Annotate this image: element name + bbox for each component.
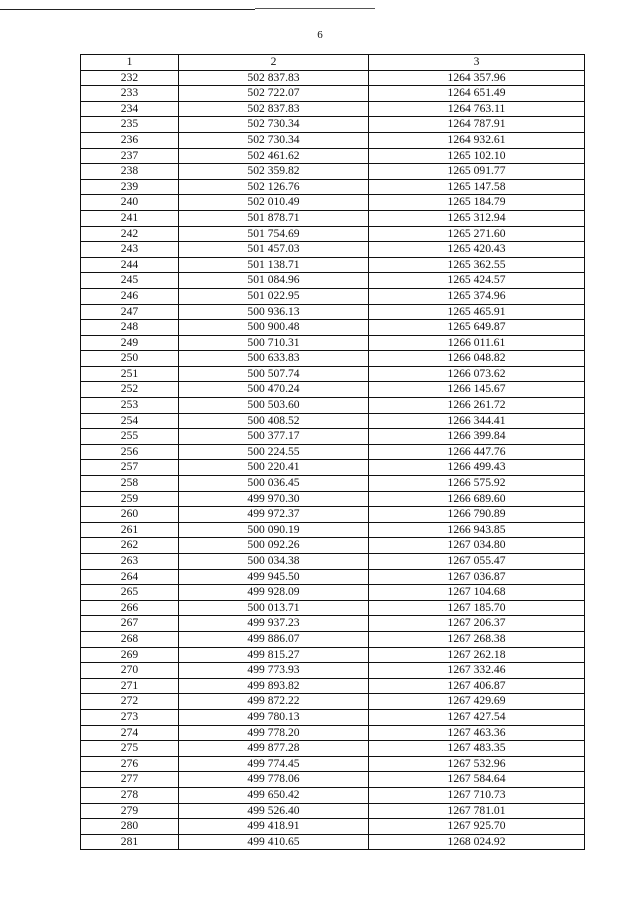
point-number-cell: 247 bbox=[81, 304, 179, 320]
point-number-cell: 253 bbox=[81, 398, 179, 414]
table-row bbox=[81, 709, 585, 725]
table-row bbox=[81, 148, 585, 164]
y-coordinate-cell: 1265 465.91 bbox=[369, 304, 585, 320]
table-row bbox=[81, 787, 585, 803]
y-coordinate-cell: 1265 420.43 bbox=[369, 242, 585, 258]
table-row bbox=[81, 257, 585, 273]
table-row bbox=[81, 429, 585, 445]
x-coordinate-cell: 502 837.83 bbox=[179, 70, 369, 86]
point-number-cell: 259 bbox=[81, 491, 179, 507]
column-header-2: 2 bbox=[179, 55, 369, 71]
x-coordinate-cell: 499 937.23 bbox=[179, 616, 369, 632]
point-number-cell: 265 bbox=[81, 585, 179, 601]
table-row bbox=[81, 772, 585, 788]
table-row bbox=[81, 273, 585, 289]
point-number-cell: 267 bbox=[81, 616, 179, 632]
table-row bbox=[81, 70, 585, 86]
x-coordinate-cell: 500 090.19 bbox=[179, 522, 369, 538]
point-number-cell: 270 bbox=[81, 663, 179, 679]
y-coordinate-cell: 1267 332.46 bbox=[369, 663, 585, 679]
y-coordinate-cell: 1267 104.68 bbox=[369, 585, 585, 601]
x-coordinate-cell: 500 470.24 bbox=[179, 382, 369, 398]
y-coordinate-cell: 1266 575.92 bbox=[369, 476, 585, 492]
x-coordinate-cell: 499 877.28 bbox=[179, 741, 369, 757]
x-coordinate-cell: 499 972.37 bbox=[179, 507, 369, 523]
y-coordinate-cell: 1266 145.67 bbox=[369, 382, 585, 398]
y-coordinate-cell: 1267 532.96 bbox=[369, 756, 585, 772]
table-row bbox=[81, 288, 585, 304]
point-number-cell: 275 bbox=[81, 741, 179, 757]
y-coordinate-cell: 1266 499.43 bbox=[369, 460, 585, 476]
point-number-cell: 268 bbox=[81, 631, 179, 647]
point-number-cell: 261 bbox=[81, 522, 179, 538]
point-number-cell: 236 bbox=[81, 132, 179, 148]
table-row bbox=[81, 741, 585, 757]
y-coordinate-cell: 1266 689.60 bbox=[369, 491, 585, 507]
x-coordinate-cell: 501 138.71 bbox=[179, 257, 369, 273]
table-body bbox=[81, 70, 585, 850]
point-number-cell: 264 bbox=[81, 569, 179, 585]
table-row bbox=[81, 164, 585, 180]
point-number-cell: 248 bbox=[81, 320, 179, 336]
point-number-cell: 239 bbox=[81, 179, 179, 195]
point-number-cell: 237 bbox=[81, 148, 179, 164]
x-coordinate-cell: 501 754.69 bbox=[179, 226, 369, 242]
table-row bbox=[81, 366, 585, 382]
point-number-cell: 274 bbox=[81, 725, 179, 741]
point-number-cell: 254 bbox=[81, 413, 179, 429]
x-coordinate-cell: 500 507.74 bbox=[179, 366, 369, 382]
point-number-cell: 257 bbox=[81, 460, 179, 476]
x-coordinate-cell: 500 224.55 bbox=[179, 444, 369, 460]
table-row bbox=[81, 678, 585, 694]
table-row bbox=[81, 522, 585, 538]
point-number-cell: 279 bbox=[81, 803, 179, 819]
x-coordinate-cell: 499 928.09 bbox=[179, 585, 369, 601]
x-coordinate-cell: 499 650.42 bbox=[179, 787, 369, 803]
table-row bbox=[81, 335, 585, 351]
table-row bbox=[81, 242, 585, 258]
table-row bbox=[81, 491, 585, 507]
x-coordinate-cell: 499 872.22 bbox=[179, 694, 369, 710]
table-row bbox=[81, 554, 585, 570]
point-number-cell: 255 bbox=[81, 429, 179, 445]
page-number: 6 bbox=[317, 29, 323, 41]
x-coordinate-cell: 499 418.91 bbox=[179, 819, 369, 835]
y-coordinate-cell: 1266 344.41 bbox=[369, 413, 585, 429]
table-row bbox=[81, 803, 585, 819]
x-coordinate-cell: 499 815.27 bbox=[179, 647, 369, 663]
column-header-1: 1 bbox=[81, 55, 179, 71]
x-coordinate-cell: 502 359.82 bbox=[179, 164, 369, 180]
table-header-row bbox=[81, 55, 585, 71]
point-number-cell: 281 bbox=[81, 834, 179, 850]
y-coordinate-cell: 1265 091.77 bbox=[369, 164, 585, 180]
point-number-cell: 263 bbox=[81, 554, 179, 570]
table-row bbox=[81, 226, 585, 242]
point-number-cell: 258 bbox=[81, 476, 179, 492]
table-row bbox=[81, 320, 585, 336]
y-coordinate-cell: 1267 206.37 bbox=[369, 616, 585, 632]
y-coordinate-cell: 1267 055.47 bbox=[369, 554, 585, 570]
table-row bbox=[81, 725, 585, 741]
table-row bbox=[81, 351, 585, 367]
y-coordinate-cell: 1265 271.60 bbox=[369, 226, 585, 242]
y-coordinate-cell: 1264 357.96 bbox=[369, 70, 585, 86]
x-coordinate-cell: 499 970.30 bbox=[179, 491, 369, 507]
y-coordinate-cell: 1266 447.76 bbox=[369, 444, 585, 460]
y-coordinate-cell: 1266 790.89 bbox=[369, 507, 585, 523]
y-coordinate-cell: 1265 312.94 bbox=[369, 210, 585, 226]
table-row bbox=[81, 304, 585, 320]
table-row bbox=[81, 631, 585, 647]
x-coordinate-cell: 499 780.13 bbox=[179, 709, 369, 725]
table-row bbox=[81, 382, 585, 398]
x-coordinate-cell: 502 837.83 bbox=[179, 101, 369, 117]
point-number-cell: 277 bbox=[81, 772, 179, 788]
y-coordinate-cell: 1265 102.10 bbox=[369, 148, 585, 164]
y-coordinate-cell: 1264 651.49 bbox=[369, 86, 585, 102]
x-coordinate-cell: 500 936.13 bbox=[179, 304, 369, 320]
x-coordinate-cell: 501 457.03 bbox=[179, 242, 369, 258]
table-row bbox=[81, 600, 585, 616]
point-number-cell: 250 bbox=[81, 351, 179, 367]
y-coordinate-cell: 1267 781.01 bbox=[369, 803, 585, 819]
table-row bbox=[81, 819, 585, 835]
table-row bbox=[81, 476, 585, 492]
x-coordinate-cell: 502 461.62 bbox=[179, 148, 369, 164]
y-coordinate-cell: 1265 649.87 bbox=[369, 320, 585, 336]
point-number-cell: 234 bbox=[81, 101, 179, 117]
y-coordinate-cell: 1267 262.18 bbox=[369, 647, 585, 663]
column-header-3: 3 bbox=[369, 55, 585, 71]
table-row bbox=[81, 413, 585, 429]
y-coordinate-cell: 1265 374.96 bbox=[369, 288, 585, 304]
table-row bbox=[81, 585, 585, 601]
y-coordinate-cell: 1264 787.91 bbox=[369, 117, 585, 133]
y-coordinate-cell: 1267 710.73 bbox=[369, 787, 585, 803]
point-number-cell: 240 bbox=[81, 195, 179, 211]
point-number-cell: 235 bbox=[81, 117, 179, 133]
y-coordinate-cell: 1266 011.61 bbox=[369, 335, 585, 351]
point-number-cell: 242 bbox=[81, 226, 179, 242]
x-coordinate-cell: 500 377.17 bbox=[179, 429, 369, 445]
x-coordinate-cell: 502 126.76 bbox=[179, 179, 369, 195]
x-coordinate-cell: 499 526.40 bbox=[179, 803, 369, 819]
table-row bbox=[81, 444, 585, 460]
table-row bbox=[81, 569, 585, 585]
y-coordinate-cell: 1267 185.70 bbox=[369, 600, 585, 616]
x-coordinate-cell: 500 220.41 bbox=[179, 460, 369, 476]
y-coordinate-cell: 1267 034.80 bbox=[369, 538, 585, 554]
table-row bbox=[81, 663, 585, 679]
y-coordinate-cell: 1267 429.69 bbox=[369, 694, 585, 710]
point-number-cell: 241 bbox=[81, 210, 179, 226]
x-coordinate-cell: 501 084.96 bbox=[179, 273, 369, 289]
point-number-cell: 246 bbox=[81, 288, 179, 304]
table-row bbox=[81, 117, 585, 133]
point-number-cell: 243 bbox=[81, 242, 179, 258]
point-number-cell: 269 bbox=[81, 647, 179, 663]
x-coordinate-cell: 499 893.82 bbox=[179, 678, 369, 694]
table-row bbox=[81, 507, 585, 523]
x-coordinate-cell: 500 900.48 bbox=[179, 320, 369, 336]
x-coordinate-cell: 500 092.26 bbox=[179, 538, 369, 554]
y-coordinate-cell: 1267 268.38 bbox=[369, 631, 585, 647]
table-row bbox=[81, 398, 585, 414]
y-coordinate-cell: 1266 943.85 bbox=[369, 522, 585, 538]
y-coordinate-cell: 1266 399.84 bbox=[369, 429, 585, 445]
y-coordinate-cell: 1267 406.87 bbox=[369, 678, 585, 694]
x-coordinate-cell: 500 036.45 bbox=[179, 476, 369, 492]
y-coordinate-cell: 1268 024.92 bbox=[369, 834, 585, 850]
point-number-cell: 271 bbox=[81, 678, 179, 694]
point-number-cell: 266 bbox=[81, 600, 179, 616]
point-number-cell: 278 bbox=[81, 787, 179, 803]
y-coordinate-cell: 1264 763.11 bbox=[369, 101, 585, 117]
x-coordinate-cell: 499 778.20 bbox=[179, 725, 369, 741]
y-coordinate-cell: 1266 261.72 bbox=[369, 398, 585, 414]
point-number-cell: 245 bbox=[81, 273, 179, 289]
x-coordinate-cell: 499 773.93 bbox=[179, 663, 369, 679]
table-row bbox=[81, 694, 585, 710]
x-coordinate-cell: 500 710.31 bbox=[179, 335, 369, 351]
point-number-cell: 262 bbox=[81, 538, 179, 554]
point-number-cell: 273 bbox=[81, 709, 179, 725]
point-number-cell: 276 bbox=[81, 756, 179, 772]
table-row bbox=[81, 86, 585, 102]
point-number-cell: 260 bbox=[81, 507, 179, 523]
y-coordinate-cell: 1265 362.55 bbox=[369, 257, 585, 273]
table-row bbox=[81, 538, 585, 554]
x-coordinate-cell: 502 730.34 bbox=[179, 117, 369, 133]
x-coordinate-cell: 501 022.95 bbox=[179, 288, 369, 304]
table-row bbox=[81, 179, 585, 195]
point-number-cell: 272 bbox=[81, 694, 179, 710]
point-number-cell: 249 bbox=[81, 335, 179, 351]
point-number-cell: 252 bbox=[81, 382, 179, 398]
table-row bbox=[81, 460, 585, 476]
x-coordinate-cell: 499 774.45 bbox=[179, 756, 369, 772]
table-row bbox=[81, 756, 585, 772]
y-coordinate-cell: 1267 584.64 bbox=[369, 772, 585, 788]
y-coordinate-cell: 1266 048.82 bbox=[369, 351, 585, 367]
point-number-cell: 232 bbox=[81, 70, 179, 86]
table-row bbox=[81, 616, 585, 632]
point-number-cell: 233 bbox=[81, 86, 179, 102]
x-coordinate-cell: 502 730.34 bbox=[179, 132, 369, 148]
x-coordinate-cell: 499 410.65 bbox=[179, 834, 369, 850]
x-coordinate-cell: 500 013.71 bbox=[179, 600, 369, 616]
x-coordinate-cell: 501 878.71 bbox=[179, 210, 369, 226]
x-coordinate-cell: 499 886.07 bbox=[179, 631, 369, 647]
x-coordinate-cell: 500 503.60 bbox=[179, 398, 369, 414]
y-coordinate-cell: 1264 932.61 bbox=[369, 132, 585, 148]
top-rule-faint bbox=[255, 8, 375, 9]
point-number-cell: 251 bbox=[81, 366, 179, 382]
y-coordinate-cell: 1265 424.57 bbox=[369, 273, 585, 289]
x-coordinate-cell: 502 010.49 bbox=[179, 195, 369, 211]
table-row bbox=[81, 195, 585, 211]
point-number-cell: 280 bbox=[81, 819, 179, 835]
y-coordinate-cell: 1267 463.36 bbox=[369, 725, 585, 741]
table-row bbox=[81, 647, 585, 663]
point-number-cell: 256 bbox=[81, 444, 179, 460]
y-coordinate-cell: 1265 147.58 bbox=[369, 179, 585, 195]
y-coordinate-cell: 1266 073.62 bbox=[369, 366, 585, 382]
y-coordinate-cell: 1267 036.87 bbox=[369, 569, 585, 585]
y-coordinate-cell: 1265 184.79 bbox=[369, 195, 585, 211]
top-rule bbox=[0, 9, 255, 10]
table-row bbox=[81, 210, 585, 226]
y-coordinate-cell: 1267 925.70 bbox=[369, 819, 585, 835]
y-coordinate-cell: 1267 427.54 bbox=[369, 709, 585, 725]
x-coordinate-cell: 500 408.52 bbox=[179, 413, 369, 429]
x-coordinate-cell: 500 633.83 bbox=[179, 351, 369, 367]
x-coordinate-cell: 502 722.07 bbox=[179, 86, 369, 102]
x-coordinate-cell: 499 778.06 bbox=[179, 772, 369, 788]
table-row bbox=[81, 101, 585, 117]
point-number-cell: 238 bbox=[81, 164, 179, 180]
x-coordinate-cell: 499 945.50 bbox=[179, 569, 369, 585]
y-coordinate-cell: 1267 483.35 bbox=[369, 741, 585, 757]
point-number-cell: 244 bbox=[81, 257, 179, 273]
x-coordinate-cell: 500 034.38 bbox=[179, 554, 369, 570]
table-row bbox=[81, 132, 585, 148]
coordinates-table bbox=[80, 54, 585, 850]
table-row bbox=[81, 834, 585, 850]
